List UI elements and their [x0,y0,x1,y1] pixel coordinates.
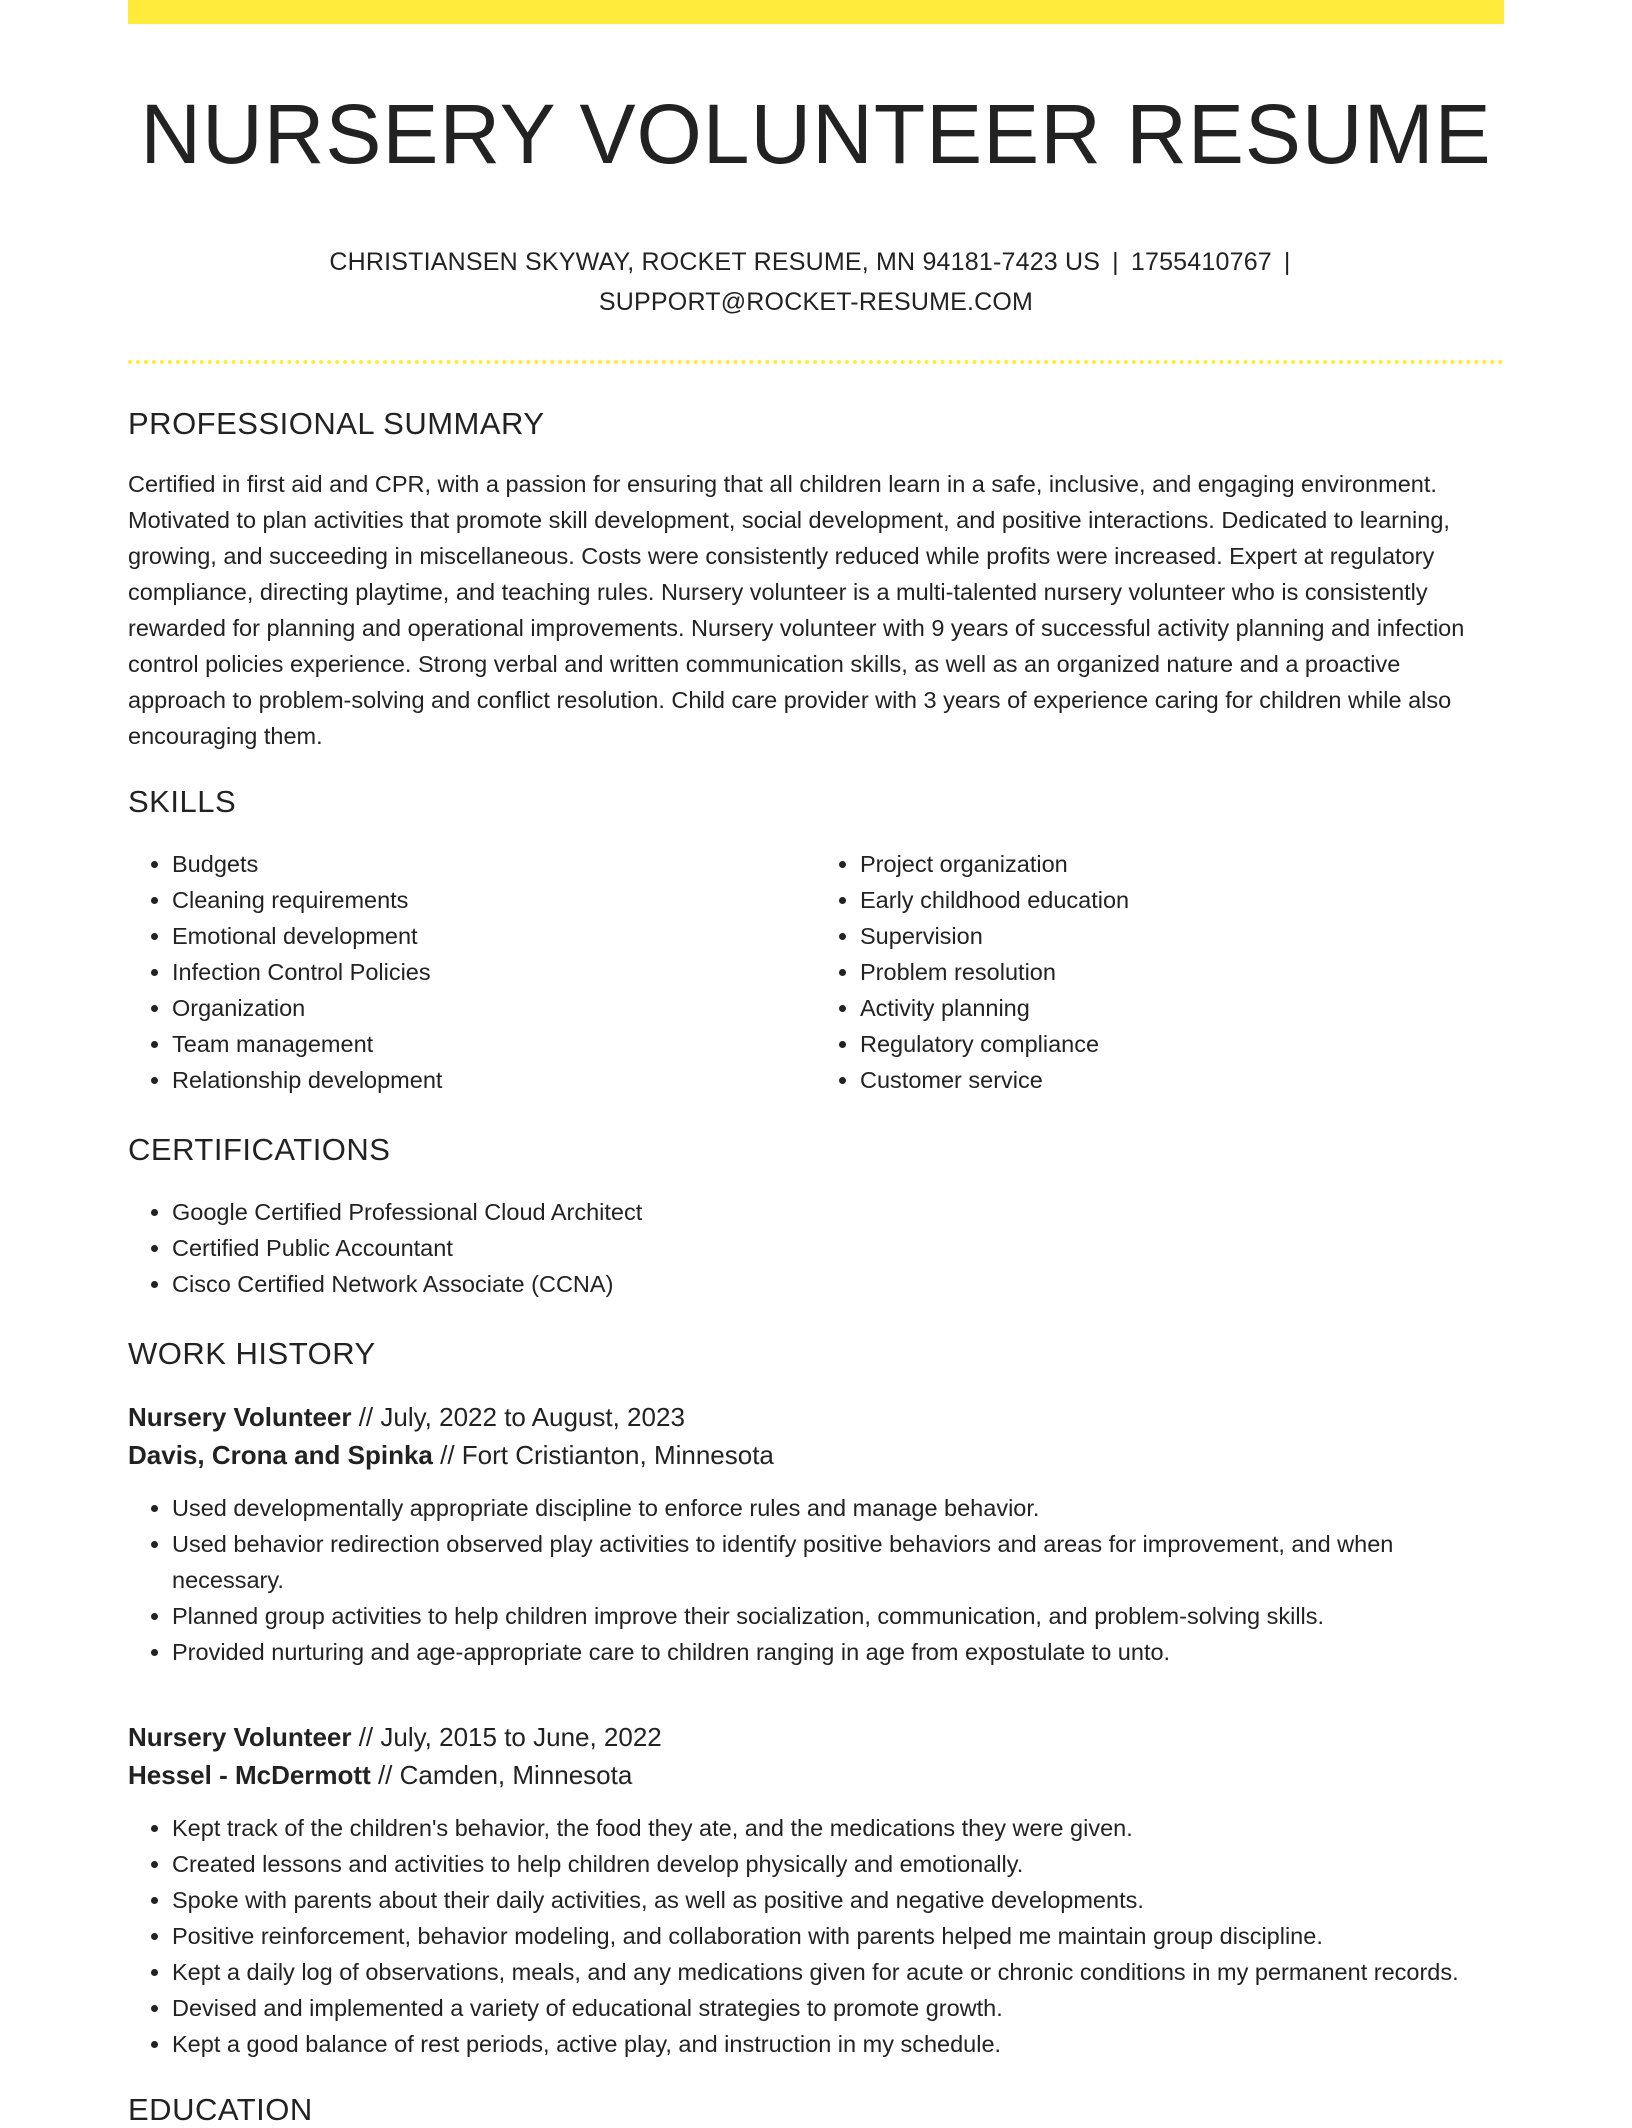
job-company: Hessel - McDermott [128,1760,371,1790]
skills-columns [128,846,1504,1098]
skill-item: • Organization [172,990,816,1026]
job-bullet: • Positive reinforcement, behavior modeling, and collaboration with parents helped me maintain group discipline. [172,1918,1504,1954]
skills-list-right [816,846,1504,1098]
summary-text: Certified in first aid and CPR, with a passion for ensuring that all children learn in a safe, inclusive, and engaging environment. Motivated to plan activities that promote skill development, social development, and positive interactions. Dedicated to learning, growing, and succeeding in miscellaneous. Costs were consistently reduced while profits were increased. Expert at regulatory compliance, directing playtime, and teaching rules. Nursery volunteer is a multi-talented nursery volunteer who is consistently rewarded for planning and operational improvements. Nursery volunteer with 9 years of successful activity planning and infection control policies experience. Strong verbal and written communication skills, as well as an organized nature and a proactive approach to problem-solving and conflict resolution. Child care provider with 3 years of experience caring for children while also encouraging them. [128,471,1465,749]
contact-email: SUPPORT@ROCKET-RESUME.COM [598,288,1034,316]
skill-item: • Supervision [860,918,1504,954]
job-bullet: • Devised and implemented a variety of educational strategies to promote growth. [172,1990,1504,2026]
skill-item: • Activity planning [860,990,1504,1026]
section-heading-summary: PROFESSIONAL SUMMARY [128,406,545,441]
job-location: // Fort Cristianton, Minnesota [432,1440,774,1470]
contact-separator: | [1283,248,1291,276]
job-dates: // July, 2022 to August, 2023 [351,1402,685,1432]
contact-separator: | [1112,248,1119,276]
skill-item: • Infection Control Policies [172,954,816,990]
certification-item: • Google Certified Professional Cloud Architect [172,1194,1504,1230]
professional-summary-section [128,406,1504,754]
skill-item: • Regulatory compliance [860,1026,1504,1062]
section-heading-education: EDUCATION [128,2092,313,2127]
dotted-divider [128,360,1504,364]
skill-item: • Project organization [860,846,1504,882]
job-entry [128,1718,1504,2062]
resume-page [128,0,1504,2128]
certification-item: • Cisco Certified Network Associate (CCNA) [172,1266,1504,1302]
job-title-line [128,1718,1504,1756]
skill-item: • Cleaning requirements [172,882,816,918]
job-dates: // July, 2015 to June, 2022 [351,1722,662,1752]
work-history-section [128,1336,1504,2062]
skill-item: • Early childhood education [860,882,1504,918]
job-bullets [128,1810,1504,2062]
job-bullet: • Provided nurturing and age-appropriate care to children ranging in age from expostulate to unto. [172,1634,1504,1670]
jobs-container [128,1398,1504,2062]
job-location: // Camden, Minnesota [370,1760,633,1790]
section-heading-work-history: WORK HISTORY [128,1336,376,1371]
job-title: Nursery Volunteer [128,1722,352,1752]
section-heading-skills: SKILLS [128,784,237,819]
job-bullet: • Planned group activities to help children improve their socialization, communication, and problem-solving skills. [172,1598,1504,1634]
job-bullet: • Kept a daily log of observations, meals, and any medications given for acute or chronic conditions in my permanent records. [172,1954,1504,1990]
job-bullet: • Used behavior redirection observed play activities to identify positive behaviors and areas for improvement, and when necessary. [172,1526,1504,1598]
certifications-list [128,1194,1504,1302]
job-company-line [128,1436,1504,1474]
skill-item: • Budgets [172,846,816,882]
job-bullet: • Kept track of the children's behavior, the food they ate, and the medications they were given. [172,1810,1504,1846]
job-bullet: • Created lessons and activities to help children develop physically and emotionally. [172,1846,1504,1882]
skill-item: • Relationship development [172,1062,816,1098]
skill-item: • Customer service [860,1062,1504,1098]
resume-title: NURSERY VOLUNTEER RESUME [140,87,1492,181]
job-title-line [128,1398,1504,1436]
section-heading-certifications: CERTIFICATIONS [128,1132,391,1167]
job-entry [128,1398,1504,1670]
job-bullet: • Spoke with parents about their daily activities, as well as positive and negative developments. [172,1882,1504,1918]
skill-item: • Emotional development [172,918,816,954]
contact-address: CHRISTIANSEN SKYWAY, ROCKET RESUME, MN 94181-7423 US [329,248,1101,276]
contact-phone: 1755410767 [1130,248,1272,276]
job-bullet: • Kept a good balance of rest periods, active play, and instruction in my schedule. [172,2026,1504,2062]
certification-item: • Certified Public Accountant [172,1230,1504,1266]
skills-list-left [128,846,816,1098]
job-company: Davis, Crona and Spinka [128,1440,433,1470]
job-company-line [128,1756,1504,1794]
skill-item: • Team management [172,1026,816,1062]
skills-section [128,784,1504,1098]
job-title: Nursery Volunteer [128,1402,352,1432]
job-bullets [128,1490,1504,1670]
certifications-section [128,1132,1504,1302]
skill-item: • Problem resolution [860,954,1504,990]
top-accent-bar [128,0,1504,24]
contact-info [128,242,1504,322]
job-bullet: • Used developmentally appropriate discipline to enforce rules and manage behavior. [172,1490,1504,1526]
education-section [128,2092,1504,2128]
